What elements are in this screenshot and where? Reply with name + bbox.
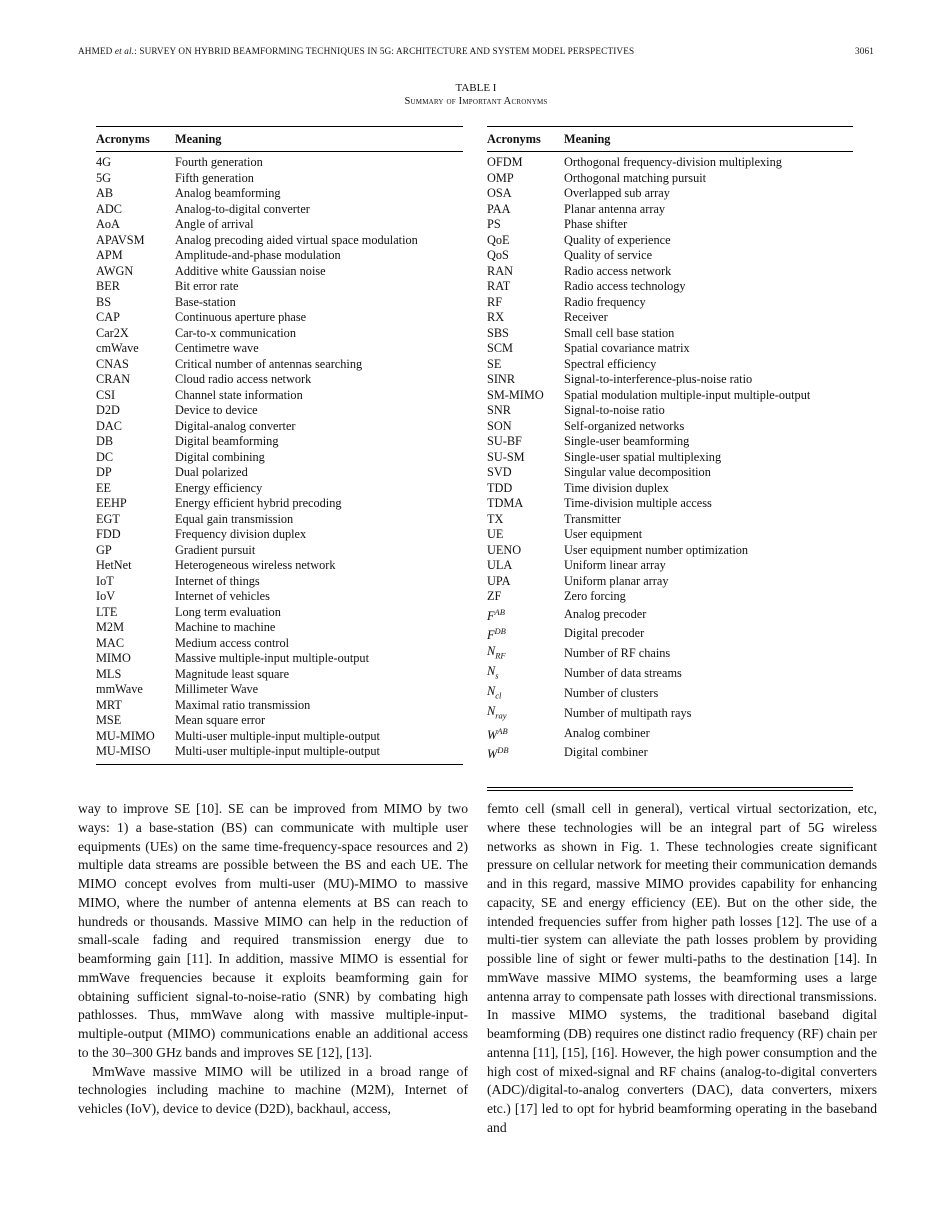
meaning-cell: Centimetre wave — [175, 341, 259, 355]
meaning-cell: Massive multiple-input multiple-output — [175, 651, 370, 665]
table-row — [487, 310, 853, 326]
acronym-cell: SBS — [487, 325, 509, 340]
table-row — [96, 264, 463, 280]
table-row — [96, 152, 463, 171]
acronym-cell: SE — [487, 356, 502, 371]
meaning-cell: Spectral efficiency — [564, 356, 657, 371]
table-row — [96, 434, 463, 450]
symbol-cell — [487, 624, 564, 644]
table-row — [487, 264, 853, 280]
acronym-cell: SVD — [487, 465, 512, 479]
table-row — [487, 481, 853, 497]
meaning-cell: Bit error rate — [175, 279, 239, 293]
acronym-cell: MSE — [96, 713, 122, 727]
meaning-cell: Energy efficiency — [175, 480, 263, 495]
acronym-cell: AWGN — [96, 263, 134, 278]
table-row — [487, 202, 853, 218]
meaning-cell: Analog-to-digital converter — [175, 201, 310, 216]
acronym-cell: SNR — [487, 403, 511, 417]
meaning-cell: Receiver — [564, 310, 608, 324]
table-row — [487, 450, 853, 466]
acronym-rows-left — [96, 152, 463, 760]
acronym-cell: IoT — [96, 573, 114, 588]
symbol-superscript: AB — [494, 606, 505, 617]
running-header — [78, 46, 874, 60]
meaning-cell: Orthogonal frequency-division multiplexing — [564, 155, 782, 169]
acronym-cell: FDD — [96, 527, 121, 541]
symbol-base: W — [487, 747, 498, 762]
acronym-cell: QoS — [487, 248, 509, 262]
table-row — [487, 512, 853, 528]
table-row — [96, 682, 463, 698]
meaning-cell: Analog precoder — [564, 606, 647, 621]
table-row — [96, 713, 463, 729]
meaning-cell: Dual polarized — [175, 465, 248, 479]
acronym-cell: EGT — [96, 511, 120, 526]
acronym-cell: OFDM — [487, 155, 523, 169]
symbol-base: F — [487, 628, 495, 643]
acronym-cell: DAC — [96, 418, 122, 433]
table-row — [96, 248, 463, 264]
table-row — [487, 279, 853, 295]
meaning-cell: Time-division multiple access — [564, 496, 712, 510]
meaning-cell: Number of multipath rays — [564, 705, 692, 720]
meaning-cell: Small cell base station — [564, 325, 675, 340]
symbol-cell — [487, 644, 564, 664]
table-row — [487, 543, 853, 559]
meaning-cell: Critical number of antennas searching — [175, 356, 363, 371]
table-row — [96, 186, 463, 202]
acronym-cell: RAT — [487, 279, 511, 293]
meaning-cell: Medium access control — [175, 635, 290, 650]
table-row — [487, 403, 853, 419]
acronym-cell: ULA — [487, 558, 513, 572]
table-title: Summary of Important Acronyms — [404, 96, 548, 107]
acronym-cell: DB — [96, 434, 114, 448]
table-row — [96, 558, 463, 574]
page-number: 3061 — [855, 46, 874, 56]
meaning-cell: Digital combiner — [564, 745, 648, 760]
acronym-cell: cmWave — [96, 341, 139, 355]
meaning-cell: Digital-analog converter — [175, 418, 296, 433]
table-row — [96, 372, 463, 388]
acronym-cell: M2M — [96, 620, 125, 634]
table-row — [96, 543, 463, 559]
meaning-cell: Maximal ratio transmission — [175, 697, 311, 712]
table-row — [96, 403, 463, 419]
symbol-cell — [487, 664, 564, 684]
acronym-cell: IoV — [96, 589, 116, 603]
meaning-cell: Radio access network — [564, 263, 672, 278]
meaning-cell: Cloud radio access network — [175, 372, 312, 386]
acronym-cell: SON — [487, 418, 512, 433]
meaning-cell: Energy efficient hybrid precoding — [175, 496, 342, 510]
table-row — [487, 704, 853, 724]
meaning-cell: Signal-to-interference-plus-noise ratio — [564, 372, 753, 386]
table-row — [487, 217, 853, 233]
acronym-cell: EE — [96, 480, 112, 495]
acronym-cell: UE — [487, 527, 504, 541]
meaning-cell: Fifth generation — [175, 170, 254, 185]
acronym-cell: HetNet — [96, 558, 132, 572]
meaning-cell: Mean square error — [175, 713, 266, 727]
table-row — [96, 357, 463, 373]
acronym-cell: ZF — [487, 589, 502, 603]
acronym-cell: EEHP — [96, 496, 127, 510]
body-column-right — [487, 800, 877, 1138]
table-row — [96, 279, 463, 295]
meaning-cell: Equal gain transmission — [175, 511, 294, 526]
table-row — [96, 341, 463, 357]
acronym-cell: BER — [96, 279, 120, 293]
meaning-cell: Gradient pursuit — [175, 542, 256, 557]
acronym-cell: APM — [96, 248, 123, 262]
table-row — [487, 496, 853, 512]
acronym-cell: GP — [96, 542, 112, 557]
table-row — [96, 667, 463, 683]
table-row — [96, 388, 463, 404]
acronym-cell: SU-BF — [487, 434, 522, 448]
acronym-cell: QoE — [487, 232, 510, 247]
meaning-cell: Multi-user multiple-input multiple-output — [175, 728, 380, 743]
acronym-table-right — [487, 126, 853, 791]
table-row — [487, 295, 853, 311]
acronym-cell: SINR — [487, 372, 516, 386]
table-row — [487, 357, 853, 373]
symbol-base: N — [487, 663, 496, 678]
meaning-cell: Radio access technology — [564, 279, 686, 293]
table-row — [487, 527, 853, 543]
meaning-cell: Digital combining — [175, 449, 265, 464]
meaning-cell: Planar antenna array — [564, 201, 666, 216]
table-caption — [0, 82, 952, 108]
acronym-cell: APAVSM — [96, 232, 145, 247]
meaning-cell: Spatial covariance matrix — [564, 341, 690, 355]
table-label: TABLE I — [455, 82, 497, 94]
table-row — [487, 372, 853, 388]
meaning-cell: User equipment — [564, 527, 643, 541]
body-column-left — [78, 800, 468, 1119]
table-row — [96, 233, 463, 249]
symbol-cell — [487, 605, 564, 625]
acronym-cell: CAP — [96, 310, 120, 324]
table-row — [96, 698, 463, 714]
acronym-cell: CSI — [96, 387, 116, 402]
meaning-cell: Multi-user multiple-input multiple-output — [175, 744, 380, 758]
acronym-cell: BS — [96, 294, 112, 309]
table-row — [487, 664, 853, 684]
meaning-cell: Signal-to-noise ratio — [564, 403, 665, 417]
meaning-cell: Car-to-x communication — [175, 325, 296, 340]
meaning-cell: Singular value decomposition — [564, 465, 711, 479]
meaning-cell: Radio frequency — [564, 294, 646, 309]
table-row — [487, 605, 853, 625]
table-row — [96, 310, 463, 326]
meaning-cell: Millimeter Wave — [175, 682, 259, 696]
acronym-cell: CRAN — [96, 372, 131, 386]
table-row — [96, 171, 463, 187]
meaning-cell: Machine to machine — [175, 620, 276, 634]
meaning-cell: Quality of experience — [564, 232, 671, 247]
meaning-cell: Long term evaluation — [175, 604, 281, 619]
meaning-cell: Additive white Gaussian noise — [175, 263, 326, 278]
meaning-cell: Angle of arrival — [175, 217, 254, 231]
table-header-row — [96, 127, 463, 152]
meaning-cell: Orthogonal matching pursuit — [564, 170, 707, 185]
acronym-cell: DC — [96, 449, 114, 464]
table-row — [96, 605, 463, 621]
col-header-meaning: Meaning — [175, 127, 463, 152]
meaning-cell: Number of clusters — [564, 685, 659, 700]
meaning-cell: Analog precoding aided virtual space modulation — [175, 232, 418, 247]
acronym-cell: MRT — [96, 697, 122, 712]
table-row — [487, 684, 853, 704]
symbol-superscript: DB — [497, 745, 509, 756]
symbol-subscript: cl — [495, 690, 502, 701]
table-row — [96, 481, 463, 497]
meaning-cell: Fourth generation — [175, 155, 263, 169]
meaning-cell: Digital precoder — [564, 626, 645, 641]
symbol-base: N — [487, 643, 496, 658]
meaning-cell: Device to device — [175, 403, 258, 417]
meaning-cell: Digital beamforming — [175, 434, 279, 448]
symbol-superscript: AB — [497, 725, 508, 736]
table-row — [96, 636, 463, 652]
acronym-table-left — [96, 126, 463, 765]
acronym-cell: MLS — [96, 666, 122, 681]
meaning-cell: Time division duplex — [564, 480, 669, 495]
symbol-cell — [487, 704, 564, 724]
table-row — [487, 326, 853, 342]
meaning-cell: Heterogeneous wireless network — [175, 558, 336, 572]
meaning-cell: Self-organized networks — [564, 418, 685, 433]
symbol-base: W — [487, 727, 498, 742]
acronym-cell: TDMA — [487, 496, 524, 510]
meaning-cell: Phase shifter — [564, 217, 628, 231]
meaning-cell: Number of RF chains — [564, 645, 671, 660]
running-title: AHMED et al.: SURVEY ON HYBRID BEAMFORMING TECHNIQUES IN 5G: ARCHITECTURE AND SYSTEM MODEL PERSPECTIVES — [78, 46, 635, 56]
meaning-cell: Number of data streams — [564, 665, 682, 680]
acronym-cell: UPA — [487, 573, 511, 588]
table-row — [487, 434, 853, 450]
meaning-cell: User equipment number optimization — [564, 542, 749, 557]
acronym-cell: MU-MIMO — [96, 728, 155, 743]
acronym-cell: mmWave — [96, 682, 143, 696]
paragraph: way to improve SE [10]. SE can be improved from MIMO by two ways: 1) a base-station (BS) can communicate with multiple user equipments (UEs) on the same time-frequency-space resources and 2) multiple data streams are possible between the BS and each UE. The MIMO concept evolves from multi-user (MU)-MIMO to massive MIMO, where the number of antenna elements at BS can reach to hundreds or thousands. Massive MIMO can help in the reduction of small-scale fading and required transmission energy due to beamforming gain [11]. In addition, massive MIMO is essential for mmWave frequencies because it exploits beamforming gain for obtaining sufficient signal-to-noise-ratio (SNR) by combating high pathlosses. Thus, mmWave along with massive multiple-input-multiple-output (MIMO) communications enable an additional access to the 30–300 GHz bands and improves SE [12], [13]. — [78, 801, 468, 1060]
table-row — [487, 248, 853, 264]
symbol-base: N — [487, 703, 496, 718]
acronym-cell: PS — [487, 217, 501, 231]
acronym-cell: DP — [96, 465, 112, 479]
meaning-cell: Single-user spatial multiplexing — [564, 449, 722, 464]
table-row — [96, 589, 463, 605]
symbol-cell — [487, 684, 564, 704]
acronym-cell: TX — [487, 511, 504, 526]
meaning-cell: Analog beamforming — [175, 186, 281, 200]
acronym-cell: OMP — [487, 170, 514, 185]
acronym-cell: AoA — [96, 217, 120, 231]
table-row — [487, 743, 853, 763]
acronym-cell: LTE — [96, 604, 118, 619]
meaning-cell: Overlapped sub array — [564, 186, 670, 200]
acronym-cell: 5G — [96, 170, 112, 185]
symbol-base: N — [487, 683, 496, 698]
acronym-cell: ADC — [96, 201, 122, 216]
meaning-cell: Amplitude-and-phase modulation — [175, 248, 341, 262]
table-row — [96, 744, 463, 760]
table-row — [96, 527, 463, 543]
table-row — [96, 295, 463, 311]
symbol-subscript: s — [495, 670, 499, 681]
table-row — [487, 388, 853, 404]
meaning-cell: Magnitude least square — [175, 666, 290, 681]
acronym-cell: TDD — [487, 480, 513, 495]
table-row — [487, 171, 853, 187]
meaning-cell: Spatial modulation multiple-input multiple-output — [564, 387, 811, 402]
table-row — [487, 341, 853, 357]
symbol-superscript: DB — [494, 626, 506, 637]
acronym-cell: RAN — [487, 263, 513, 278]
table-header-row — [487, 127, 853, 152]
table-row — [96, 465, 463, 481]
table-row — [487, 558, 853, 574]
meaning-cell: Internet of things — [175, 573, 260, 588]
table-row — [96, 620, 463, 636]
acronym-cell: Car2X — [96, 325, 129, 340]
table-row — [487, 152, 853, 171]
table-row — [487, 233, 853, 249]
meaning-cell: Uniform linear array — [564, 558, 666, 572]
table-row — [96, 450, 463, 466]
symbol-cell — [487, 724, 564, 744]
table-row — [96, 574, 463, 590]
table-row — [487, 724, 853, 744]
acronym-cell: MIMO — [96, 651, 131, 665]
et-al: et al. — [114, 46, 135, 56]
meaning-cell: Transmitter — [564, 511, 621, 526]
table-row — [487, 465, 853, 481]
table-row — [487, 574, 853, 590]
symbol-subscript: RF — [495, 650, 506, 661]
table-row — [96, 419, 463, 435]
table-row — [487, 624, 853, 644]
meaning-cell: Continuous aperture phase — [175, 310, 307, 324]
meaning-cell: Single-user beamforming — [564, 434, 690, 448]
acronym-cell: RF — [487, 294, 503, 309]
table-row — [487, 644, 853, 664]
acronym-rows-right — [487, 152, 853, 763]
col-header-meaning: Meaning — [564, 127, 853, 152]
acronym-cell: OSA — [487, 186, 512, 200]
acronym-cell: PAA — [487, 201, 511, 216]
acronym-cell: CNAS — [96, 356, 129, 371]
meaning-cell: Analog combiner — [564, 725, 650, 740]
acronym-cell: UENO — [487, 542, 522, 557]
table-row — [96, 217, 463, 233]
paragraph: femto cell (small cell in general), vertical virtual sectorization, etc, where these technologies will be an integral part of 5G wireless networks as shown in Fig. 1. These technologies create significant pressure on cellular network for meeting their communication demands and in this regard, massive MIMO provides capability for enhancing capacity, SE and energy efficiency (EE). But on the other side, the intended frequencies suffer from higher path losses [12]. The use of a multi-tier system can alleviate the path losses problem by providing possible line of sight or fewer multi-paths to the destination [14]. In mmWave massive MIMO systems, the beamforming uses a large antenna array to compensate path losses with directional transmissions. In massive MIMO systems, the traditional baseband digital beamforming (DB) requires one distinct radio frequency (RF) chain per antenna [11], [15], [16]. However, the high power consumption and the high cost of mixed-signal and RF chains (analog-to-digital converters (ADC)/digital-to-analog converters (DAC), data converters, mixers etc.) [17] led to opt for hybrid beamforming operating in the baseband and — [487, 801, 877, 1135]
table-row — [96, 651, 463, 667]
acronym-cell: D2D — [96, 403, 120, 417]
table-row — [96, 326, 463, 342]
table-row — [96, 496, 463, 512]
table-row — [487, 186, 853, 202]
table-row — [96, 729, 463, 745]
meaning-cell: Channel state information — [175, 387, 303, 402]
acronym-cell: 4G — [96, 155, 112, 169]
symbol-subscript: ray — [495, 710, 507, 720]
meaning-cell: Frequency division duplex — [175, 527, 307, 541]
acronym-cell: SCM — [487, 341, 513, 355]
table-row — [96, 512, 463, 528]
table-row — [487, 419, 853, 435]
meaning-cell: Quality of service — [564, 248, 653, 262]
col-header-acronym: Acronyms — [96, 127, 175, 152]
meaning-cell: Base-station — [175, 294, 236, 309]
acronym-cell: MU-MISO — [96, 744, 151, 758]
table-row — [96, 202, 463, 218]
acronym-cell: AB — [96, 186, 114, 200]
col-header-acronym: Acronyms — [487, 127, 564, 152]
symbol-cell — [487, 743, 564, 763]
meaning-cell: Uniform planar array — [564, 573, 669, 588]
acronym-cell: MAC — [96, 635, 125, 650]
meaning-cell: Zero forcing — [564, 589, 626, 603]
acronym-cell: SM-MIMO — [487, 387, 544, 402]
acronym-cell: RX — [487, 310, 505, 324]
symbol-base: F — [487, 608, 495, 623]
table-row — [487, 589, 853, 605]
acronym-cell: SU-SM — [487, 449, 525, 464]
meaning-cell: Internet of vehicles — [175, 589, 270, 603]
paragraph: MmWave massive MIMO will be utilized in a broad range of technologies including machine to machine (M2M), Internet of vehicles (IoV), device to device (D2D), backhaul, access, — [78, 1063, 468, 1116]
